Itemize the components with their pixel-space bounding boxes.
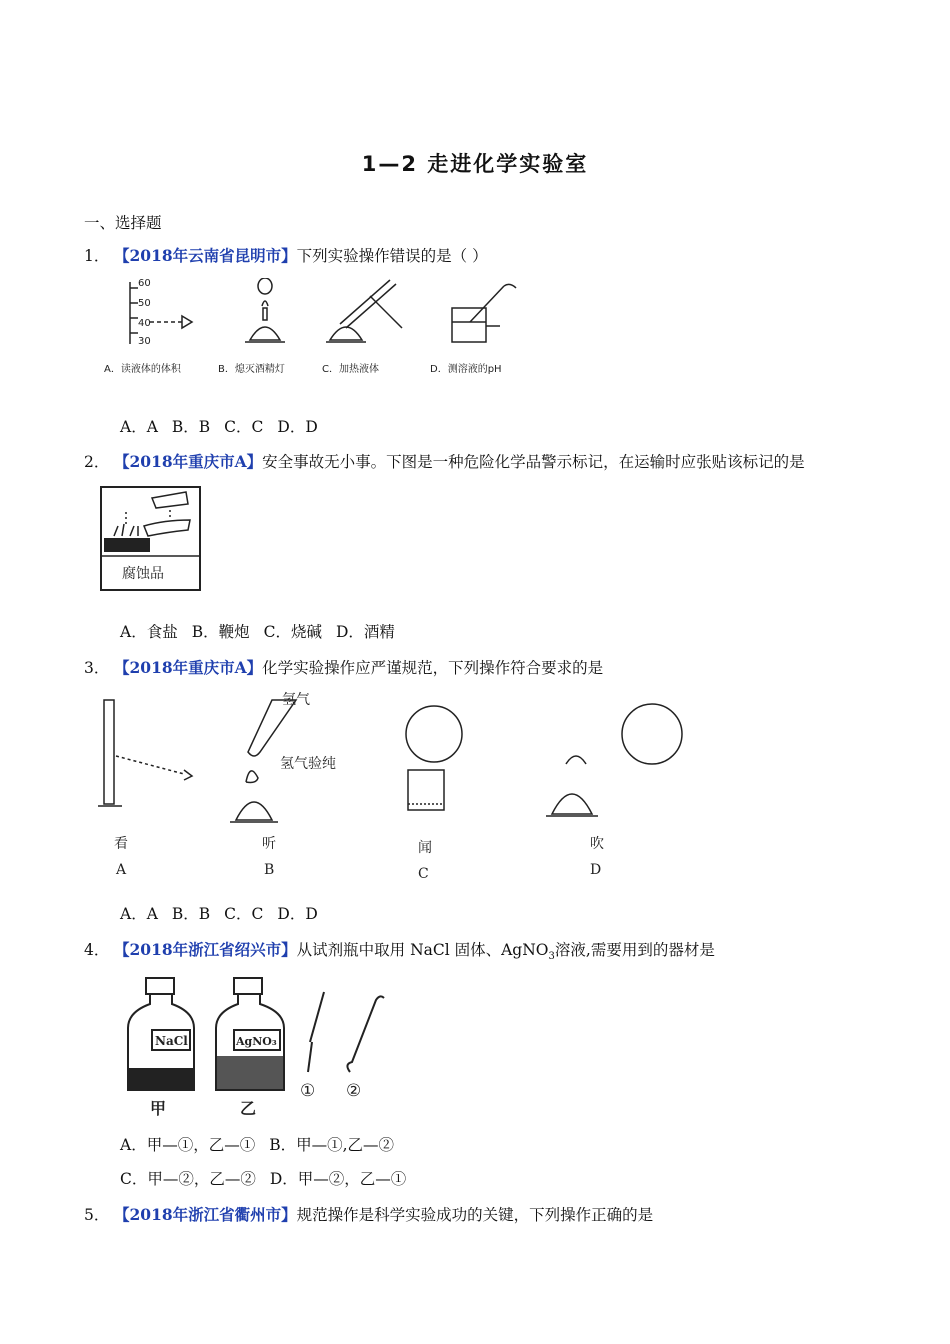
bottle-yi: 乙 bbox=[240, 1099, 257, 1118]
question-text: 下列实验操作错误的是（ ） bbox=[296, 247, 488, 265]
option-d[interactable]: D．D bbox=[277, 905, 318, 923]
question-3-options bbox=[120, 902, 332, 924]
fig-hydrogen: 氢气 bbox=[282, 692, 310, 708]
question-number: 3． bbox=[84, 659, 110, 677]
fig-label-c: C bbox=[418, 866, 429, 882]
question-text-post: 溶液,需要用到的器材是 bbox=[554, 941, 715, 959]
fig-label-a: A．读液体的体积 bbox=[104, 364, 181, 375]
fig-label-d: D．测溶液的pH bbox=[430, 364, 502, 375]
option-b[interactable]: B．B bbox=[171, 418, 211, 436]
option-c[interactable]: C．烧碱 bbox=[263, 623, 322, 641]
question-number: 5． bbox=[84, 1206, 110, 1224]
option-c[interactable]: C．甲—②，乙—② bbox=[120, 1170, 256, 1188]
fig-look: 看 bbox=[114, 836, 128, 852]
question-source: 【2018年浙江省衢州市】 bbox=[114, 1205, 297, 1224]
fig-label-d: D bbox=[590, 862, 602, 878]
question-source: 【2018年重庆市A】 bbox=[114, 658, 263, 677]
question-text-pre: 从试剂瓶中取用 NaCl 固体、AgNO bbox=[296, 941, 549, 959]
fig-smell: 闻 bbox=[418, 840, 432, 856]
fig-blow: 吹 bbox=[590, 836, 604, 852]
question-source: 【2018年重庆市A】 bbox=[114, 452, 263, 471]
bottle-label-agno3: AgNO₃ bbox=[236, 1035, 277, 1048]
page-title: 1—2 走进化学实验室 bbox=[361, 152, 589, 176]
question-2-options bbox=[120, 620, 409, 642]
fig-listen: 听 bbox=[262, 836, 276, 852]
question-source: 【2018年浙江省绍兴市】 bbox=[114, 940, 297, 959]
svg-text:50: 50 bbox=[138, 298, 151, 309]
question-1-figure bbox=[100, 278, 530, 378]
tool-one: ① bbox=[300, 1081, 316, 1101]
option-b[interactable]: B．鞭炮 bbox=[191, 623, 250, 641]
svg-text:60: 60 bbox=[138, 278, 151, 289]
sign-label: 腐蚀品 bbox=[122, 566, 164, 582]
option-a[interactable]: A．A bbox=[120, 418, 158, 436]
question-3-figure bbox=[96, 690, 696, 882]
option-b[interactable]: B．B bbox=[171, 905, 211, 923]
bottle-label-nacl: NaCl bbox=[155, 1034, 188, 1048]
corrosive-sign-figure bbox=[100, 486, 202, 592]
option-a[interactable]: A．甲—①，乙—① bbox=[120, 1136, 256, 1154]
question-text: 化学实验操作应严谨规范，下列操作符合要求的是 bbox=[262, 659, 604, 677]
option-b[interactable]: B．甲—①,乙—② bbox=[269, 1136, 395, 1154]
question-2 bbox=[84, 450, 805, 472]
question-1 bbox=[84, 244, 488, 266]
fig-label-b: B bbox=[264, 862, 275, 878]
fig-hydrogen-test: 氢气验纯 bbox=[280, 756, 336, 772]
svg-text:30: 30 bbox=[138, 336, 151, 347]
question-4 bbox=[84, 938, 715, 962]
option-d[interactable]: D．甲—②，乙—① bbox=[269, 1170, 407, 1188]
question-number: 1． bbox=[84, 247, 110, 265]
svg-text:40: 40 bbox=[138, 318, 151, 329]
question-4-figure bbox=[124, 972, 404, 1122]
option-c[interactable]: C．C bbox=[224, 905, 264, 923]
fig-label-b: B．熄灭酒精灯 bbox=[218, 364, 285, 375]
fig-label-c: C．加热液体 bbox=[322, 364, 379, 375]
question-source: 【2018年云南省昆明市】 bbox=[114, 246, 297, 265]
question-4-options-row2 bbox=[120, 1167, 420, 1189]
option-a[interactable]: A．A bbox=[120, 905, 158, 923]
section-heading: 一、选择题 bbox=[84, 214, 162, 232]
question-1-options bbox=[120, 415, 332, 437]
option-d[interactable]: D．D bbox=[277, 418, 318, 436]
option-a[interactable]: A．食盐 bbox=[120, 623, 178, 641]
fig-label-a: A bbox=[116, 862, 127, 878]
question-text: 安全事故无小事。下图是一种危险化学品警示标记，在运输时应张贴该标记的是 bbox=[262, 453, 805, 471]
question-text-sub: 3 bbox=[548, 951, 555, 963]
question-3 bbox=[84, 656, 603, 678]
question-5 bbox=[84, 1203, 653, 1225]
tool-two: ② bbox=[346, 1081, 362, 1101]
question-text: 规范操作是科学实验成功的关键，下列操作正确的是 bbox=[296, 1206, 654, 1224]
option-d[interactable]: D．酒精 bbox=[335, 623, 395, 641]
bottle-jia: 甲 bbox=[150, 1099, 167, 1118]
question-number: 2． bbox=[84, 453, 110, 471]
option-c[interactable]: C．C bbox=[224, 418, 264, 436]
question-4-options-row1 bbox=[120, 1133, 408, 1155]
question-number: 4． bbox=[84, 941, 110, 959]
